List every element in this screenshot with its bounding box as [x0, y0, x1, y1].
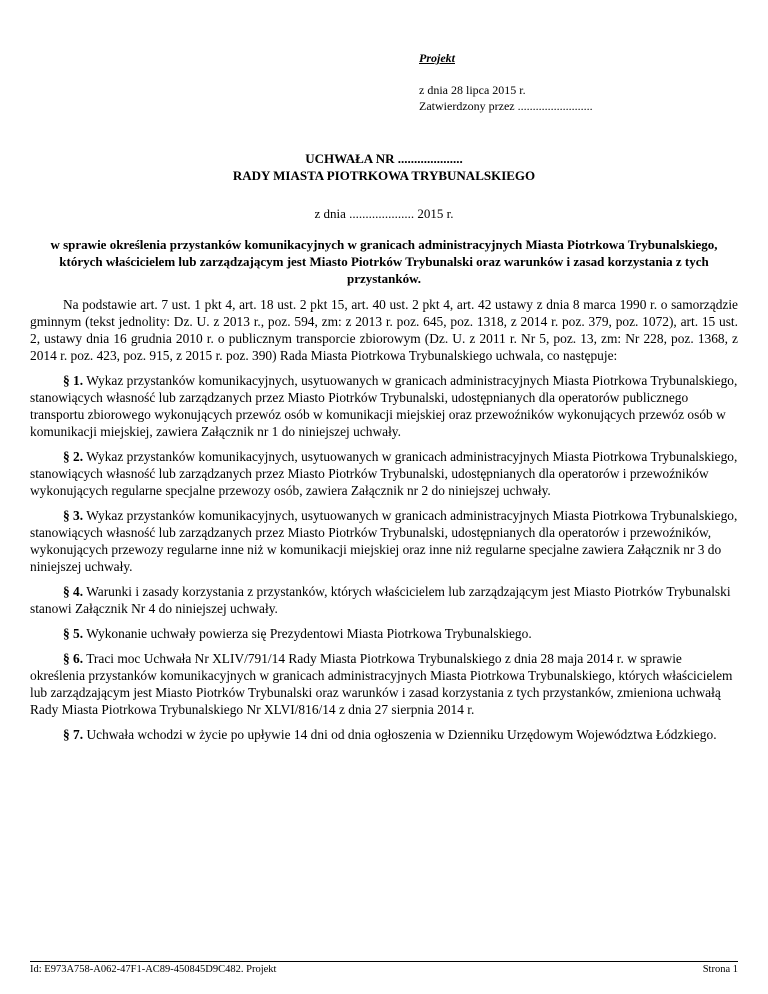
title-line-1: UCHWAŁA NR .................... — [305, 151, 463, 166]
title-line-2: RADY MIASTA PIOTRKOWA TRYBUNALSKIEGO — [232, 168, 536, 183]
paragraph-text: Wykaz przystanków komunikacyjnych, usytuowanych w granicach administracyjnych Miasta Piotrkowa Trybunalskiego, stanowiących własność lub zarządzanych przez Miasto Piotrków Trybunalski, udostępnianych dla operatorów i przewoźników, wykonujących przewozy regularne inne niż w komunikacji miejskiej oraz inne niż regularne specjalne zawiera Załącznik nr 3 do niniejszej uchwały. — [30, 508, 738, 574]
paragraph-2 — [30, 448, 738, 499]
paragraph-text: Wykaz przystanków komunikacyjnych, usytuowanych w granicach administracyjnych Miasta Piotrkowa Trybunalskiego, stanowiących własność lub zarządzanych przez Miasto Piotrków Trybunalski, udostępnianych dla operatorów i przewoźników wykonujących regularne specjalne przewozy osób, zawiera Załącznik nr 2 do niniejszej uchwały. — [30, 449, 738, 498]
document-body — [30, 296, 738, 743]
paragraph-number: § 3. — [63, 508, 84, 523]
resolution-date: z dnia .................... 2015 r. — [314, 206, 454, 221]
resolution-title — [0, 150, 768, 184]
paragraph-7 — [30, 726, 738, 743]
paragraph-text: Warunki i zasady korzystania z przystanków, których właścicielem lub zarządzającym jest Miasto Piotrków Trybunalski stanowi Załącznik Nr 4 do niniejszej uchwały. — [30, 584, 731, 616]
paragraph-number: § 6. — [63, 651, 84, 666]
paragraph-number: § 4. — [63, 584, 84, 599]
resolution-subject: w sprawie określenia przystanków komunikacyjnych w granicach administracyjnych Miasta Piotrkowa Trybunalskiego, których właścicielem lub zarządzającym jest Miasto Piotrków Trybunalski oraz warunków i zasad korzystania z tych przystanków. — [50, 237, 718, 286]
paragraph-number: § 7. — [63, 727, 84, 742]
paragraph-5 — [30, 625, 738, 642]
header-date: z dnia 28 lipca 2015 r. — [419, 83, 526, 97]
paragraph-number: § 2. — [63, 449, 84, 464]
document-header — [419, 50, 593, 114]
projekt-label: Projekt — [419, 51, 455, 65]
paragraph-number: § 1. — [63, 373, 84, 388]
paragraph-4 — [30, 583, 738, 617]
footer-divider — [30, 961, 738, 962]
paragraph-1 — [30, 372, 738, 440]
paragraph-3 — [30, 507, 738, 575]
header-approved: Zatwierdzony przez ......................... — [419, 99, 593, 113]
paragraph-text: Uchwała wchodzi w życie po upływie 14 dni od dnia ogłoszenia w Dzienniku Urzędowym Województwa Łódzkiego. — [86, 727, 717, 742]
paragraph-text: Traci moc Uchwała Nr XLIV/791/14 Rady Miasta Piotrkowa Trybunalskiego z dnia 28 maja 2014 r. w sprawie określenia przystanków komunikacyjnych w granicach administracyjnych Miasta Piotrkowa Trybunalskiego, których właścicielem lub zarządzającym jest Miasto Piotrków Trybunalski oraz warunków i zasad korzystania z tych przystanków, zmieniona uchwałą Rady Miasta Piotrkowa Trybunalskiego Nr XLVI/816/14 z dnia 27 sierpnia 2014 r. — [30, 651, 733, 717]
paragraph-text: Wykonanie uchwały powierza się Prezydentowi Miasta Piotrkowa Trybunalskiego. — [86, 626, 532, 641]
footer-document-id: Id: E973A758-A062-47F1-AC89-450845D9C482. Projekt — [30, 964, 277, 975]
paragraph-number: § 5. — [63, 626, 84, 641]
footer-page-number: Strona 1 — [702, 964, 738, 975]
paragraph-text: Wykaz przystanków komunikacyjnych, usytuowanych w granicach administracyjnych Miasta Piotrkowa Trybunalskiego, stanowiących własność lub zarządzanych przez Miasto Piotrków Trybunalski, udostępnianych dla operatorów publicznego transportu zbiorowego wykonujących przewóz osób w komunikacji miejskiej oraz przewoźników wykonujących przewóz osób w komunikacji miejskiej, zawiera Załącznik nr 1 do niniejszej uchwały. — [30, 373, 738, 439]
legal-basis: Na podstawie art. 7 ust. 1 pkt 4, art. 18 ust. 2 pkt 15, art. 40 ust. 2 pkt 4, art. 42 ustawy z dnia 8 marca 1990 r. o samorządzie gminnym (tekst jednolity: Dz. U. z 2013 r., poz. 594, zm: z 2013 r. poz. 645, poz. 1318, z 2014 r. poz. 379, poz. 1072), art. 15 ust. 2, ustawy dnia 16 grudnia 2010 r. o publicznym transporcie zbiorowym (Dz. U. z 2011 r. Nr 5, poz. 13, zm: Nr 228, poz. 1368, z 2014 r. poz. 423, poz. 915, z 2015 r. poz. 390) Rada Miasta Piotrkowa Trybunalskiego uchwala, co następuje: — [30, 297, 738, 363]
paragraph-6 — [30, 650, 738, 718]
